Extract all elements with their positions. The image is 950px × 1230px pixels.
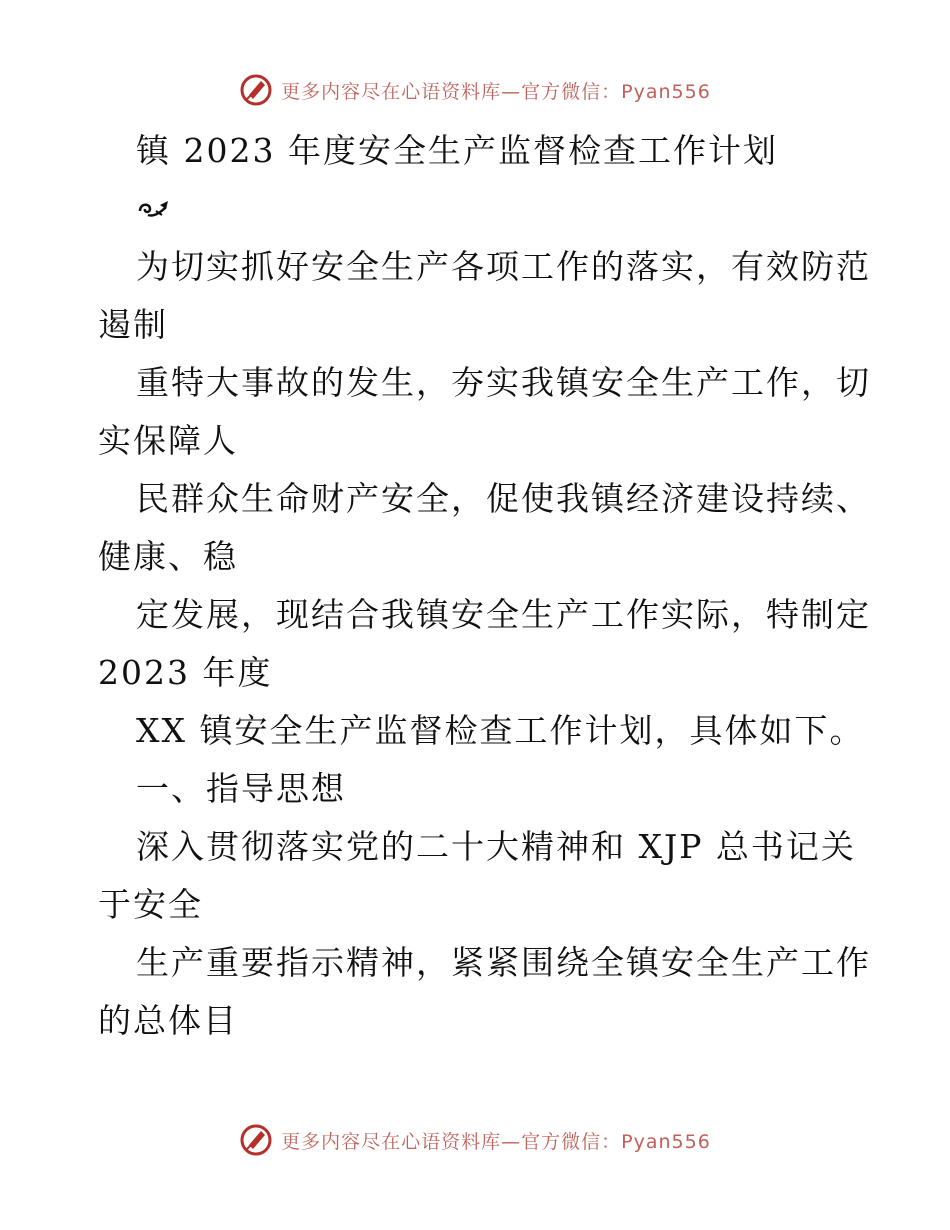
document-body	[98, 122, 871, 1050]
paragraph-line: XX 镇安全生产监督检查工作计划，具体如下。	[136, 711, 865, 750]
paragraph-line: 2023 年度	[98, 653, 273, 692]
paragraph-line: 遏制	[98, 305, 168, 344]
document-title: 镇 2023 年度安全生产监督检查工作计划	[136, 131, 778, 170]
ornament-row	[98, 180, 858, 238]
paragraph-line: 定发展，现结合我镇安全生产工作实际，特制定	[136, 595, 871, 634]
paragraph-line: 民群众生命财产安全，促使我镇经济建设持续、	[136, 479, 871, 518]
footer-banner-text: 更多内容尽在心语资料库—官方微信：Pyan556	[281, 1130, 711, 1153]
paragraph-line: 重特大事故的发生，夯实我镇安全生产工作，切	[136, 363, 871, 402]
library-logo-icon	[239, 73, 273, 107]
paragraph-line: 的总体目	[98, 1001, 238, 1040]
header-banner	[0, 70, 950, 110]
header-banner-text: 更多内容尽在心语资料库—官方微信：Pyan556	[281, 80, 711, 103]
section-heading: 一、指导思想	[136, 769, 346, 808]
paragraph-line: 生产重要指示精神，紧紧围绕全镇安全生产工作	[136, 943, 871, 982]
flourish-ornament-icon	[136, 197, 172, 221]
paragraph-line: 实保障人	[98, 421, 238, 460]
paragraph-line: 为切实抓好安全生产各项工作的落实，有效防范	[136, 247, 871, 286]
paragraph-line: 深入贯彻落实党的二十大精神和 XJP 总书记关	[136, 827, 856, 866]
footer-banner	[0, 1120, 950, 1160]
paragraph-line: 健康、稳	[98, 537, 238, 576]
paragraph-line: 于安全	[98, 885, 203, 924]
library-logo-icon	[239, 1123, 273, 1157]
